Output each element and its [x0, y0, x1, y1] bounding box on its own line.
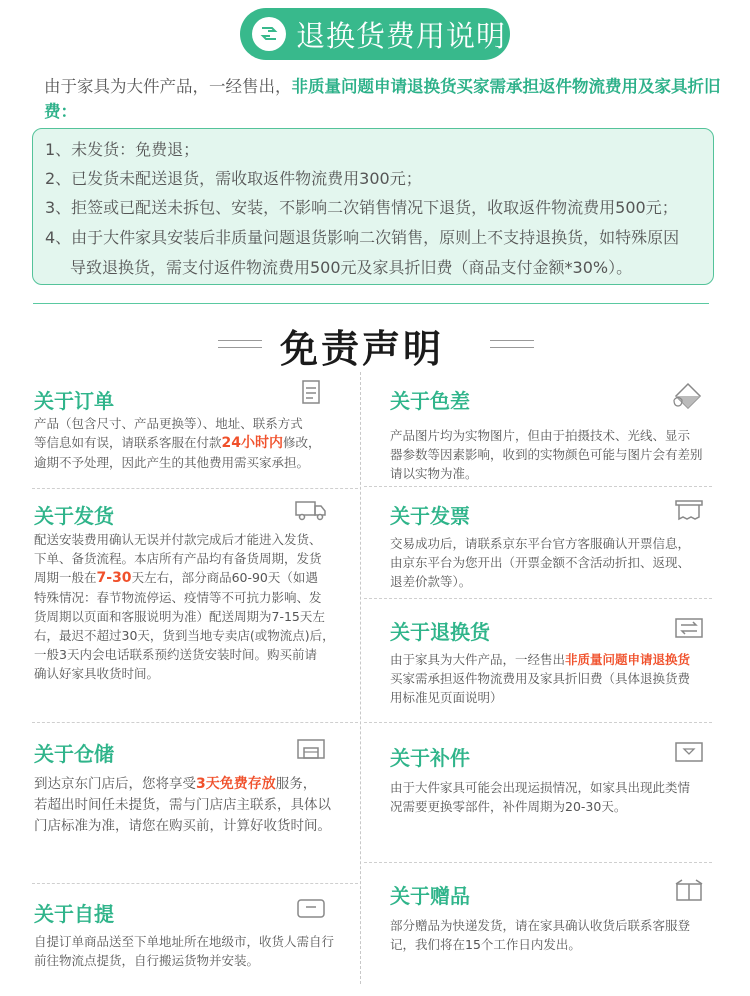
- rule-line: 3、拒签或已配送未拆包、安装，不影响二次销售情况下退货，收取返件物流费用500元；: [45, 198, 678, 217]
- truck-icon: [294, 498, 328, 522]
- order-title: 关于订单: [34, 389, 114, 413]
- invoice-title: 关于发票: [390, 504, 470, 528]
- parts-line: 况需要更换零部件，补件周期为20-30天。: [390, 799, 627, 814]
- order-line: 逾期不予处理，因此产生的其他费用需买家承担。: [34, 455, 310, 470]
- column-divider: [360, 372, 361, 984]
- color-line: 请以实物为准。: [390, 466, 478, 481]
- shipping-line: 一般3天内会电话联系预约送货安装时间。购买前请: [34, 647, 317, 662]
- storage-title: 关于仓储: [34, 742, 114, 766]
- return-text: 由于家具为大件产品，一经售出: [390, 652, 566, 667]
- order-highlight: 24小时内: [221, 435, 283, 451]
- section-divider: [364, 722, 712, 723]
- title-deco-line: [490, 340, 534, 341]
- return-line: 用标准见页面说明）: [390, 690, 503, 705]
- return-highlight: 非质量问题申请退换货: [565, 652, 691, 667]
- rule-line: 1、未发货：免费退；: [45, 140, 200, 159]
- parts-title: 关于补件: [390, 746, 470, 770]
- shipping-text: 周期一般在: [34, 570, 97, 585]
- invoice-line: 交易成功后，请联系京东平台官方客服确认开票信息，: [390, 536, 691, 551]
- shipping-text: 天左右，部分商品60-90天（如遇: [131, 570, 318, 585]
- shipping-title: 关于发货: [34, 504, 114, 528]
- return-line: [390, 650, 720, 669]
- title-deco-line: [490, 347, 534, 348]
- shipping-line: 特殊情况：春节物流停运、疫情等不可抗力影响、发: [34, 590, 322, 605]
- invoice-body: [390, 534, 720, 591]
- exchange-icon: [674, 616, 704, 640]
- warehouse-icon: [296, 737, 326, 761]
- pickup-line: 自提订单商品送至下单地址所在地级市，收货人需自行: [34, 934, 335, 949]
- section-divider: [32, 722, 358, 723]
- gift-box-icon: [674, 878, 704, 902]
- divider: [33, 303, 709, 304]
- title-deco-line: [218, 340, 262, 341]
- shipping-line: 货周期以页面和客服说明为准）配送周期为7-15天左: [34, 609, 325, 624]
- pickup-box-icon: [296, 896, 326, 920]
- shipping-line: 右，最迟不超过30天，货到当地专卖店(或物流点)后，: [34, 628, 335, 643]
- return-line: 买家需承担返件物流费用及家具折旧费（具体退换货费: [390, 671, 691, 686]
- return-title: 关于退换货: [390, 620, 490, 644]
- rule-line: 导致退换货，需支付返件物流费用500元及家具折旧费（商品支付金额*30%）。: [70, 258, 633, 277]
- document-icon: [296, 380, 326, 404]
- intro-text: [44, 74, 724, 124]
- color-body: [390, 426, 720, 483]
- color-line: 产品图片均为实物图片，但由于拍摄技术、光线、显示: [390, 428, 691, 443]
- pickup-line: 前往物流点提货，自行搬运货物并安装。: [34, 953, 260, 968]
- shipping-highlight: 7-30: [96, 570, 132, 586]
- order-line: [34, 433, 354, 453]
- pickup-body: [34, 932, 356, 970]
- paint-bucket-icon: [670, 380, 706, 414]
- rules-box: [32, 128, 714, 285]
- section-divider: [32, 488, 358, 489]
- return-body: [390, 650, 720, 707]
- rule-line: 4、由于大件家具安装后非质量问题退货影响二次销售，原则上不支持退换货，如特殊原因: [45, 228, 680, 247]
- pickup-title: 关于自提: [34, 902, 114, 926]
- parts-body: [390, 778, 720, 816]
- invoice-icon: [674, 498, 704, 522]
- storage-line: 若超出时间任未提货，需与门店店主联系，具体以: [34, 797, 331, 813]
- order-text: 等信息如有误，请联系客服在付款: [34, 435, 222, 450]
- section-divider: [32, 883, 358, 884]
- shipping-line: 确认好家具收货时间。: [34, 666, 160, 681]
- section-divider: [364, 598, 712, 599]
- intro-plain: 由于家具为大件产品，一经售出，: [44, 77, 292, 96]
- order-line: 产品（包含尺寸、产品更换等）、地址、联系方式: [34, 416, 303, 431]
- shipping-line: 配送安装费用确认无误并付款完成后才能进入发货、: [34, 532, 322, 547]
- gift-body: [390, 916, 720, 954]
- storage-body: [34, 774, 356, 837]
- header-title: 退换货费用说明: [296, 18, 507, 53]
- order-text: 修改，: [283, 435, 321, 450]
- invoice-line: 退差价款等）。: [390, 574, 472, 589]
- parts-line: 由于大件家具可能会出现运损情况，如家具出现此类情: [390, 780, 691, 795]
- invoice-line: 由京东平台为您开出（开票金额不含活动折扣、返现、: [390, 555, 691, 570]
- storage-highlight: 3天免费存放: [196, 776, 276, 792]
- disclaimer-title: 免责声明: [280, 327, 445, 371]
- shipping-body: [34, 530, 356, 683]
- shipping-line: [34, 568, 356, 588]
- return-icon: [252, 17, 286, 51]
- order-body: [34, 414, 354, 472]
- parts-box-icon: [674, 740, 704, 764]
- title-deco-line: [218, 347, 262, 348]
- storage-line: [34, 774, 356, 795]
- intro-highlight: 非质量问题申请退换货买家需承担返件物流费用及家具折旧费：: [44, 77, 721, 121]
- gift-line: 部分赠品为快递发货，请在家具确认收货后联系客服登: [390, 918, 691, 933]
- rule-line: 2、已发货未配送退货，需收取返件物流费用300元；: [45, 169, 422, 188]
- storage-text: 到达京东门店后，您将享受: [34, 776, 196, 792]
- section-divider: [364, 486, 712, 487]
- shipping-line: 下单、备货流程。本店所有产品均有备货周期，发货: [34, 551, 322, 566]
- gift-line: 记，我们将在15个工作日内发出。: [390, 937, 581, 952]
- header-banner: [240, 8, 510, 60]
- storage-line: 门店标准为准，请您在购买前，计算好收货时间。: [34, 818, 331, 834]
- color-line: 器参数等因素影响，收到的实物颜色可能与图片会有差别: [390, 447, 703, 462]
- section-divider: [364, 862, 712, 863]
- color-title: 关于色差: [390, 389, 470, 413]
- gift-title: 关于赠品: [390, 884, 470, 908]
- storage-text: 服务，: [275, 776, 317, 792]
